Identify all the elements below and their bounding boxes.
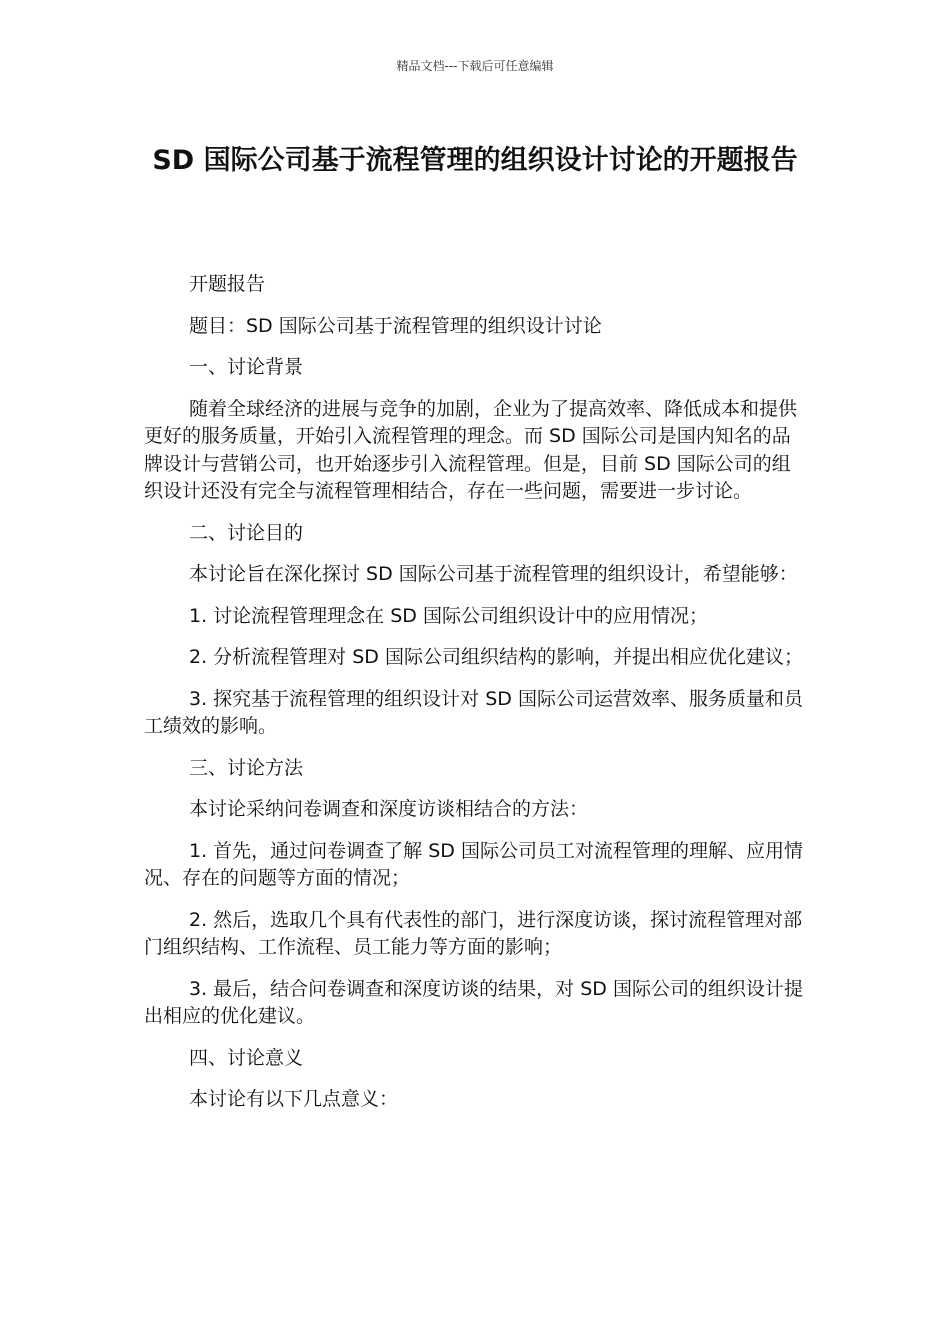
document-title: SD 国际公司基于流程管理的组织设计讨论的开题报告 <box>152 145 798 176</box>
paragraph-topic: 题目：SD 国际公司基于流程管理的组织设计讨论 <box>189 314 602 337</box>
paragraph-report-label: 开题报告 <box>189 273 266 295</box>
list-item-method-1: 1. 首先，通过问卷调查了解 SD 国际公司员工对流程管理的理解、应用情况、存在的问题等方面的情况； <box>144 839 803 889</box>
section-heading-background: 一、讨论背景 <box>189 356 304 378</box>
list-item-purpose-3: 3. 探究基于流程管理的组织设计对 SD 国际公司运营效率、服务质量和员工绩效的影响。 <box>144 687 803 737</box>
paragraph-method-intro: 本讨论采纳问卷调查和深度访谈相结合的方法： <box>189 798 589 820</box>
section-heading-purpose: 二、讨论目的 <box>189 521 304 544</box>
paragraph-significance-intro: 本讨论有以下几点意义： <box>189 1088 399 1110</box>
paragraph-background: 随着全球经济的进展与竞争的加剧，企业为了提高效率、降低成本和提供更好的服务质量，开始引入流程管理的理念。而 SD 国际公司是国内知名的品牌设计与营销公司，也开始逐步引入流程管理。但是，目前 SD 国际公司的组织设计还没有完全与流程管理相结合，存在一些问题，需要进一步讨论。 <box>144 397 798 502</box>
section-heading-significance: 四、讨论意义 <box>189 1046 304 1069</box>
paragraph-purpose-intro: 本讨论旨在深化探讨 SD 国际公司基于流程管理的组织设计，希望能够： <box>189 563 798 585</box>
list-item-method-2: 2. 然后，选取几个具有代表性的部门，进行深度访谈，探讨流程管理对部门组织结构、工作流程、员工能力等方面的影响； <box>144 908 803 958</box>
document-body <box>144 271 806 1128</box>
section-heading-method: 三、讨论方法 <box>189 756 304 779</box>
page-header-note: 精品文档---下载后可任意编辑 <box>396 59 554 73</box>
list-item-purpose-2: 2. 分析流程管理对 SD 国际公司组织结构的影响，并提出相应优化建议； <box>189 646 803 668</box>
list-item-method-3: 3. 最后，结合问卷调查和深度访谈的结果，对 SD 国际公司的组织设计提出相应的优化建议。 <box>144 977 803 1027</box>
list-item-purpose-1: 1. 讨论流程管理理念在 SD 国际公司组织设计中的应用情况； <box>189 604 708 627</box>
